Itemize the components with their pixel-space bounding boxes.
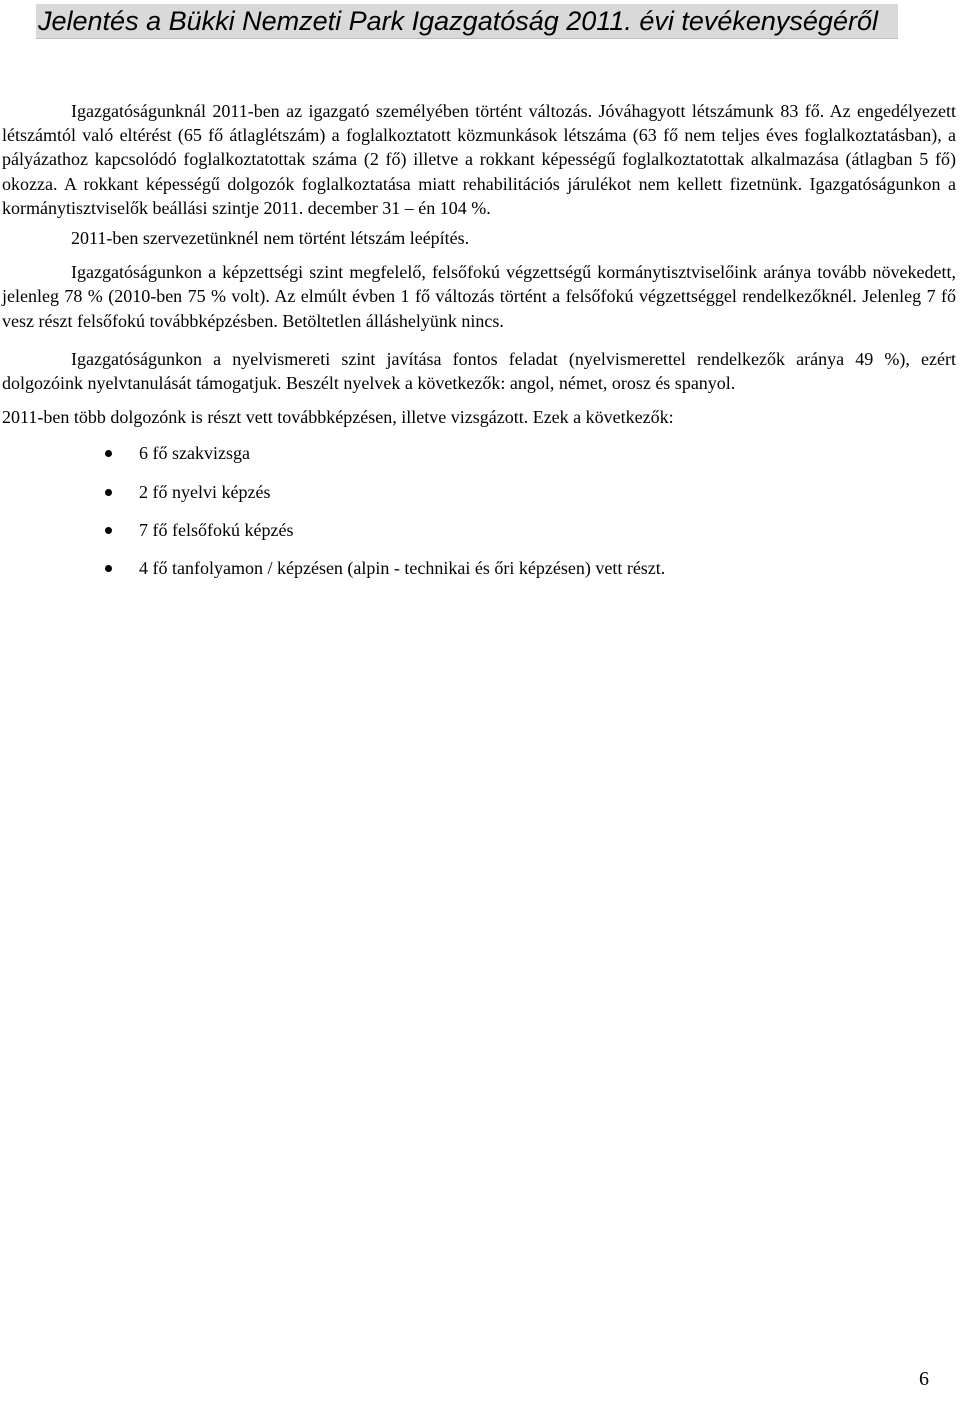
bullet-icon: [105, 565, 112, 572]
list-item: [0, 441, 960, 479]
list-item: [0, 480, 960, 518]
list-item-text: 4 fő tanfolyamon / képzésen (alpin - technikai és őri képzésen) vett részt.: [139, 558, 666, 579]
page-header: [36, 4, 898, 39]
paragraph-training-intro: 2011-ben több dolgozónk is részt vett továbbképzésen, illetve vizsgázott. Ezek a következők:: [2, 407, 674, 428]
bullet-icon: [105, 450, 112, 457]
list-item-text: 2 fő nyelvi képzés: [139, 481, 271, 502]
paragraph-qualifications: Igazgatóságunkon a képzettségi szint megfelelő, felsőfokú végzettségű kormánytisztviselőink aránya tovább növekedett, jelenleg 78 % (2010-ben 75 % volt). Az elmúlt évben 1 fő változás történt a felsőfokú végzettséggel rendelkezőknél. Jelenleg 7 fő vesz részt felsőfokú továbbképzésben. Betöltetlen álláshelyünk nincs.: [2, 262, 956, 331]
page-number: 6: [919, 1368, 929, 1390]
bullet-icon: [105, 489, 112, 496]
paragraph-staffing: Igazgatóságunknál 2011-ben az igazgató személyében történt változás. Jóváhagyott létszámunk 83 fő. Az engedélyezett létszámtól való eltérést (65 fő átlaglétszám) a foglalkoztatott közmunkások létszáma (63 fő nem teljes éves foglalkoztatásban), a pályázathoz kapcsolódó foglalkoztatottak száma (2 fő) illetve a rokkant képességű foglalkoztatottak alkalmazása (átlagban 5 fő) okozza. A rokkant képességű dolgozók foglalkoztatása miatt rehabilitációs járulékot nem kellett fizetnünk. Igazgatóságunkon a kormánytisztviselők beállási szintje 2011. december 31 – én 104 %.: [2, 101, 956, 218]
paragraph-no-layoffs: 2011-ben szervezetünknél nem történt létszám leépítés.: [71, 228, 470, 249]
list-item-text: 7 fő felsőfokú képzés: [139, 520, 294, 541]
document-body: [0, 99, 960, 595]
training-list: [0, 441, 960, 594]
list-item-text: 6 fő szakvizsga: [139, 443, 250, 464]
page-header-title: Jelentés a Bükki Nemzeti Park Igazgatóság 2011. évi tevékenységéről: [38, 6, 878, 36]
list-item: [0, 556, 960, 594]
paragraph-languages: Igazgatóságunkon a nyelvismereti szint javítása fontos feladat (nyelvismerettel rendelkezők aránya 49 %), ezért dolgozóink nyelvtanulását támogatjuk. Beszélt nyelvek a következők: angol, német, orosz és spanyol.: [2, 348, 956, 394]
list-item: [0, 518, 960, 556]
bullet-icon: [105, 527, 112, 534]
